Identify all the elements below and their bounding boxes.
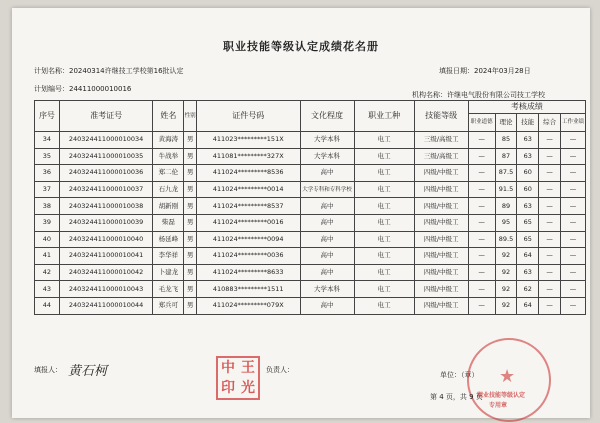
table-row xyxy=(35,231,586,248)
cell-id-no: 411024*********079X xyxy=(196,297,300,314)
cell-name: 牛战举 xyxy=(153,148,184,165)
cell-skill: 63 xyxy=(517,148,539,165)
cell-ethics: — xyxy=(468,214,495,231)
cell-trade: 电工 xyxy=(354,181,414,198)
cell-level: 四级/中级工 xyxy=(414,165,468,182)
cell-ethics: — xyxy=(468,148,495,165)
cell-exam-no: 240324411000010042 xyxy=(59,264,152,281)
document-page xyxy=(12,8,590,418)
cell-exam-no: 240324411000010041 xyxy=(59,248,152,265)
cell-edu: 高中 xyxy=(300,165,354,182)
cell-work: — xyxy=(560,165,585,182)
header-id-no: 证件号码 xyxy=(196,101,300,132)
cell-id-no: 411024*********0014 xyxy=(196,181,300,198)
cell-ethics: — xyxy=(468,198,495,215)
cell-theory: 92 xyxy=(495,281,517,298)
table-row xyxy=(35,165,586,182)
cell-work: — xyxy=(560,264,585,281)
cell-exam-no: 240324411000010035 xyxy=(59,148,152,165)
cell-theory: 89 xyxy=(495,198,517,215)
table-row xyxy=(35,132,586,149)
cell-work: — xyxy=(560,281,585,298)
cell-name: 郑兵可 xyxy=(153,297,184,314)
cell-gender: 男 xyxy=(184,132,196,149)
cell-ethics: — xyxy=(468,181,495,198)
cell-skill: 62 xyxy=(517,281,539,298)
header-level: 技能等级 xyxy=(414,101,468,132)
header-theory: 理论 xyxy=(495,114,517,132)
cell-edu: 高中 xyxy=(300,198,354,215)
cell-theory: 87 xyxy=(495,148,517,165)
cell-ethics: — xyxy=(468,248,495,265)
cell-theory: 91.5 xyxy=(495,181,517,198)
table-row xyxy=(35,148,586,165)
cell-exam-no: 240324411000010036 xyxy=(59,165,152,182)
cell-id-no: 411024*********8633 xyxy=(196,264,300,281)
header-scores: 考核成绩 xyxy=(468,101,585,114)
cell-ethics: — xyxy=(468,231,495,248)
cell-exam-no: 240324411000010040 xyxy=(59,231,152,248)
cell-trade: 电工 xyxy=(354,281,414,298)
cell-exam-no: 240324411000010043 xyxy=(59,281,152,298)
cell-trade: 电工 xyxy=(354,148,414,165)
cell-work: — xyxy=(560,231,585,248)
unit-label: 单位：（章） xyxy=(440,371,479,379)
cell-general: — xyxy=(539,297,561,314)
cell-name: 柴磊 xyxy=(153,214,184,231)
header-name: 姓名 xyxy=(153,101,184,132)
org-name: 机构名称：许继电气股份有限公司技工学校 xyxy=(412,91,545,99)
header-work: 工作业绩 xyxy=(560,114,585,132)
cell-trade: 电工 xyxy=(354,297,414,314)
cell-edu: 高中 xyxy=(300,214,354,231)
cell-gender: 男 xyxy=(184,198,196,215)
cell-skill: 65 xyxy=(517,214,539,231)
table-row xyxy=(35,181,586,198)
cell-level: 四级/中级工 xyxy=(414,231,468,248)
table-row xyxy=(35,198,586,215)
document-title: 职业技能等级认定成绩花名册 xyxy=(223,40,379,53)
cell-edu: 大学本科 xyxy=(300,132,354,149)
cell-seq: 36 xyxy=(35,165,60,182)
cell-gender: 男 xyxy=(184,181,196,198)
cell-name: 毛龙飞 xyxy=(153,281,184,298)
cell-theory: 92 xyxy=(495,248,517,265)
cell-trade: 电工 xyxy=(354,198,414,215)
cell-level: 四级/中级工 xyxy=(414,281,468,298)
cell-work: — xyxy=(560,181,585,198)
cell-general: — xyxy=(539,281,561,298)
cell-theory: 92 xyxy=(495,297,517,314)
cell-id-no: 411081*********327X xyxy=(196,148,300,165)
cell-level: 四级/中级工 xyxy=(414,248,468,265)
cell-general: — xyxy=(539,181,561,198)
cell-id-no: 411024*********0036 xyxy=(196,248,300,265)
cell-id-no: 411024*********0016 xyxy=(196,214,300,231)
cell-work: — xyxy=(560,148,585,165)
cell-edu: 大学本科 xyxy=(300,281,354,298)
round-seal: ★ 职业技能等级认定 专用章 xyxy=(467,338,551,422)
cell-seq: 43 xyxy=(35,281,60,298)
cell-level: 四级/中级工 xyxy=(414,264,468,281)
fill-date: 填报日期：2024年03月28日 xyxy=(439,67,531,75)
cell-edu: 高中 xyxy=(300,297,354,314)
cell-seq: 44 xyxy=(35,297,60,314)
header-skill: 技能 xyxy=(517,114,539,132)
cell-id-no: 411024*********8536 xyxy=(196,165,300,182)
header-ethics: 职业道德 xyxy=(468,114,495,132)
cell-exam-no: 240324411000010034 xyxy=(59,132,152,149)
cell-skill: 63 xyxy=(517,198,539,215)
cell-general: — xyxy=(539,231,561,248)
cell-trade: 电工 xyxy=(354,165,414,182)
cell-skill: 63 xyxy=(517,264,539,281)
cell-seq: 41 xyxy=(35,248,60,265)
cell-trade: 电工 xyxy=(354,264,414,281)
cell-theory: 85 xyxy=(495,132,517,149)
cell-exam-no: 240324411000010044 xyxy=(59,297,152,314)
cell-theory: 89.5 xyxy=(495,231,517,248)
cell-gender: 男 xyxy=(184,248,196,265)
cell-seq: 40 xyxy=(35,231,60,248)
cell-name: 石九龙 xyxy=(153,181,184,198)
cell-name: 卜建龙 xyxy=(153,264,184,281)
cell-name: 李华祥 xyxy=(153,248,184,265)
cell-exam-no: 240324411000010038 xyxy=(59,198,152,215)
cell-gender: 男 xyxy=(184,148,196,165)
cell-id-no: 411023*********151X xyxy=(196,132,300,149)
cell-seq: 37 xyxy=(35,181,60,198)
cell-skill: 60 xyxy=(517,165,539,182)
cell-level: 四级/中级工 xyxy=(414,297,468,314)
cell-ethics: — xyxy=(468,297,495,314)
cell-theory: 92 xyxy=(495,264,517,281)
cell-seq: 39 xyxy=(35,214,60,231)
cell-work: — xyxy=(560,214,585,231)
cell-general: — xyxy=(539,214,561,231)
cell-gender: 男 xyxy=(184,214,196,231)
cell-skill: 64 xyxy=(517,297,539,314)
cell-trade: 电工 xyxy=(354,231,414,248)
cell-theory: 95 xyxy=(495,214,517,231)
header-education: 文化程度 xyxy=(300,101,354,132)
cell-gender: 男 xyxy=(184,281,196,298)
cell-general: — xyxy=(539,198,561,215)
cell-ethics: — xyxy=(468,165,495,182)
score-table xyxy=(34,100,586,315)
cell-trade: 电工 xyxy=(354,248,414,265)
cell-general: — xyxy=(539,264,561,281)
cell-ethics: — xyxy=(468,132,495,149)
cell-skill: 63 xyxy=(517,132,539,149)
table-row xyxy=(35,297,586,314)
cell-seq: 38 xyxy=(35,198,60,215)
cell-seq: 34 xyxy=(35,132,60,149)
filler-label: 填报人： xyxy=(34,366,62,374)
cell-theory: 87.5 xyxy=(495,165,517,182)
cell-gender: 男 xyxy=(184,297,196,314)
table-row xyxy=(35,264,586,281)
cell-skill: 65 xyxy=(517,231,539,248)
cell-edu: 高中 xyxy=(300,264,354,281)
cell-seq: 35 xyxy=(35,148,60,165)
cell-skill: 60 xyxy=(517,181,539,198)
cell-edu: 高中 xyxy=(300,231,354,248)
table-row xyxy=(35,248,586,265)
cell-level: 三级/高级工 xyxy=(414,148,468,165)
cell-edu: 大学专科和专科学校 xyxy=(300,181,354,198)
cell-work: — xyxy=(560,248,585,265)
cell-work: — xyxy=(560,198,585,215)
cell-gender: 男 xyxy=(184,264,196,281)
cell-seq: 42 xyxy=(35,264,60,281)
cell-ethics: — xyxy=(468,264,495,281)
cell-skill: 64 xyxy=(517,248,539,265)
cell-name: 杨延峰 xyxy=(153,231,184,248)
header-general: 综合 xyxy=(539,114,561,132)
cell-exam-no: 240324411000010037 xyxy=(59,181,152,198)
cell-exam-no: 240324411000010039 xyxy=(59,214,152,231)
cell-ethics: — xyxy=(468,281,495,298)
header-seq: 序号 xyxy=(35,101,60,132)
plan-number: 计划编号：24411000010016 xyxy=(34,85,132,93)
cell-edu: 大学本科 xyxy=(300,148,354,165)
cell-level: 三级/高级工 xyxy=(414,132,468,149)
cell-gender: 男 xyxy=(184,231,196,248)
cell-trade: 电工 xyxy=(354,132,414,149)
cell-trade: 电工 xyxy=(354,214,414,231)
cell-general: — xyxy=(539,148,561,165)
cell-level: 四级/中级工 xyxy=(414,181,468,198)
cell-level: 四级/中级工 xyxy=(414,214,468,231)
cell-work: — xyxy=(560,132,585,149)
cell-general: — xyxy=(539,248,561,265)
header-exam-no: 准考证号 xyxy=(59,101,152,132)
cell-name: 黄海涛 xyxy=(153,132,184,149)
plan-name: 计划名称：20240314许继技工学校第16批认定 xyxy=(34,67,184,75)
cell-name: 胡新刚 xyxy=(153,198,184,215)
cell-name: 郑二伦 xyxy=(153,165,184,182)
square-seal: 中 王 印 光 xyxy=(216,356,260,400)
cell-edu: 高中 xyxy=(300,248,354,265)
cell-level: 四级/中级工 xyxy=(414,198,468,215)
cell-general: — xyxy=(539,132,561,149)
cell-work: — xyxy=(560,297,585,314)
responsible-label: 负责人： xyxy=(266,366,294,374)
header-gender: 性别 xyxy=(184,101,196,132)
header-trade: 职业工种 xyxy=(354,101,414,132)
page-number: 第 4 页，共 9 页 xyxy=(430,393,483,401)
star-icon: ★ xyxy=(499,366,516,387)
cell-general: — xyxy=(539,165,561,182)
table-row xyxy=(35,214,586,231)
cell-id-no: 411024*********8537 xyxy=(196,198,300,215)
filler-signature: 黄石柯 xyxy=(68,364,108,379)
cell-id-no: 410883*********1511 xyxy=(196,281,300,298)
table-row xyxy=(35,281,586,298)
cell-gender: 男 xyxy=(184,165,196,182)
cell-id-no: 411024*********0094 xyxy=(196,231,300,248)
